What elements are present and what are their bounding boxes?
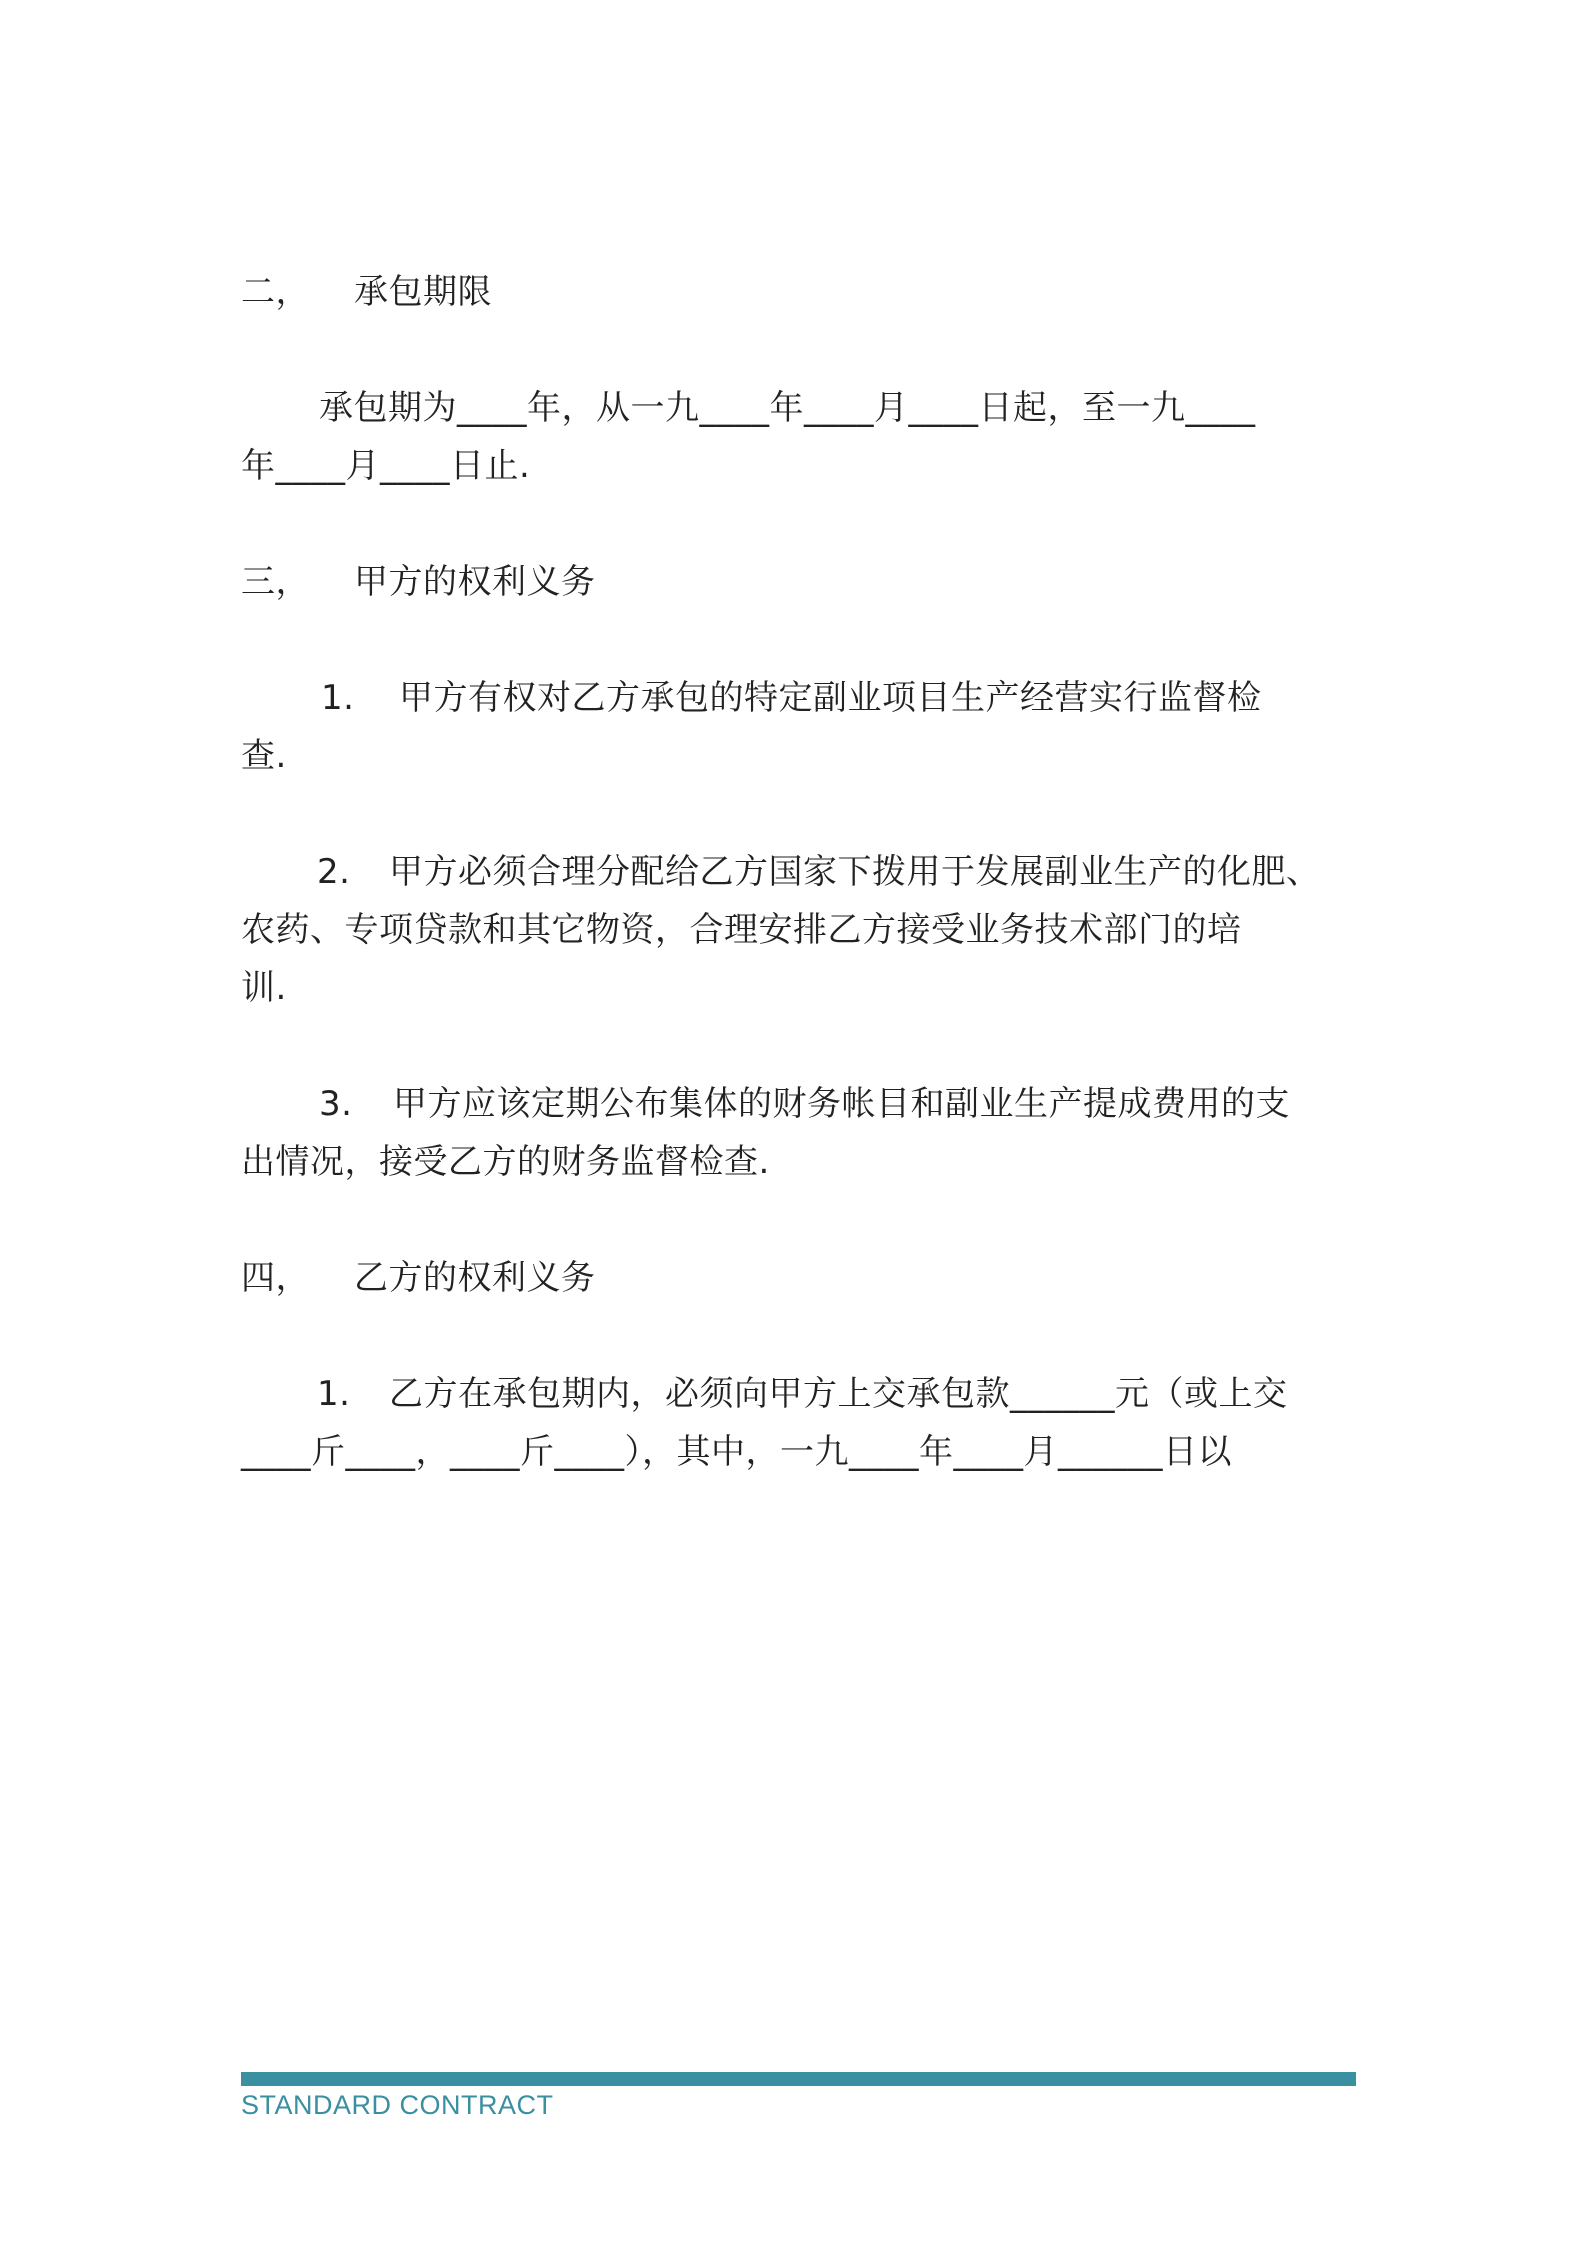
list-item-line: 训.	[241, 968, 287, 1008]
item-text: 乙方在承包期内，必须向甲方上交承包款______元（或上交	[389, 1374, 1288, 1414]
list-item-line	[317, 850, 1321, 894]
item-number: 2.	[317, 852, 351, 892]
list-item-line	[319, 1082, 1290, 1126]
section-title: 甲方的权利义务	[354, 562, 596, 602]
section-heading-2	[241, 270, 492, 314]
section-number: 二，	[241, 272, 310, 312]
section-heading-3	[241, 560, 596, 604]
section-number: 四，	[241, 1258, 310, 1298]
item-text: 甲方应该定期公布集体的财务帐目和副业生产提成费用的支	[393, 1084, 1290, 1124]
list-item-line: 查.	[241, 736, 287, 776]
section-title: 乙方的权利义务	[354, 1258, 596, 1298]
footer-divider-bar	[241, 2072, 1356, 2086]
item-text: 甲方有权对乙方承包的特定副业项目生产经营实行监督检	[399, 678, 1262, 718]
item-number: 1.	[321, 678, 355, 718]
item-number: 1.	[317, 1374, 351, 1414]
section-heading-4	[241, 1256, 596, 1300]
list-item-line: 出情况，接受乙方的财务监督检查.	[241, 1142, 770, 1182]
section-title: 承包期限	[354, 272, 492, 312]
item-number: 3.	[319, 1084, 353, 1124]
footer-label: STANDARD CONTRACT	[241, 2090, 554, 2120]
section-number: 三，	[241, 562, 310, 602]
list-item-line	[317, 1372, 1288, 1416]
paragraph-line: 承包期为____年，从一九____年____月____日起，至一九____	[319, 388, 1256, 428]
list-item-line: ____斤____，____斤____），其中，一九____年____月______日以	[241, 1432, 1232, 1472]
item-text: 甲方必须合理分配给乙方国家下拨用于发展副业生产的化肥、	[389, 852, 1321, 892]
paragraph-line: 年____月____日止.	[241, 446, 531, 486]
list-item-line: 农药、专项贷款和其它物资，合理安排乙方接受业务技术部门的培	[241, 910, 1242, 950]
list-item-line	[321, 676, 1262, 720]
